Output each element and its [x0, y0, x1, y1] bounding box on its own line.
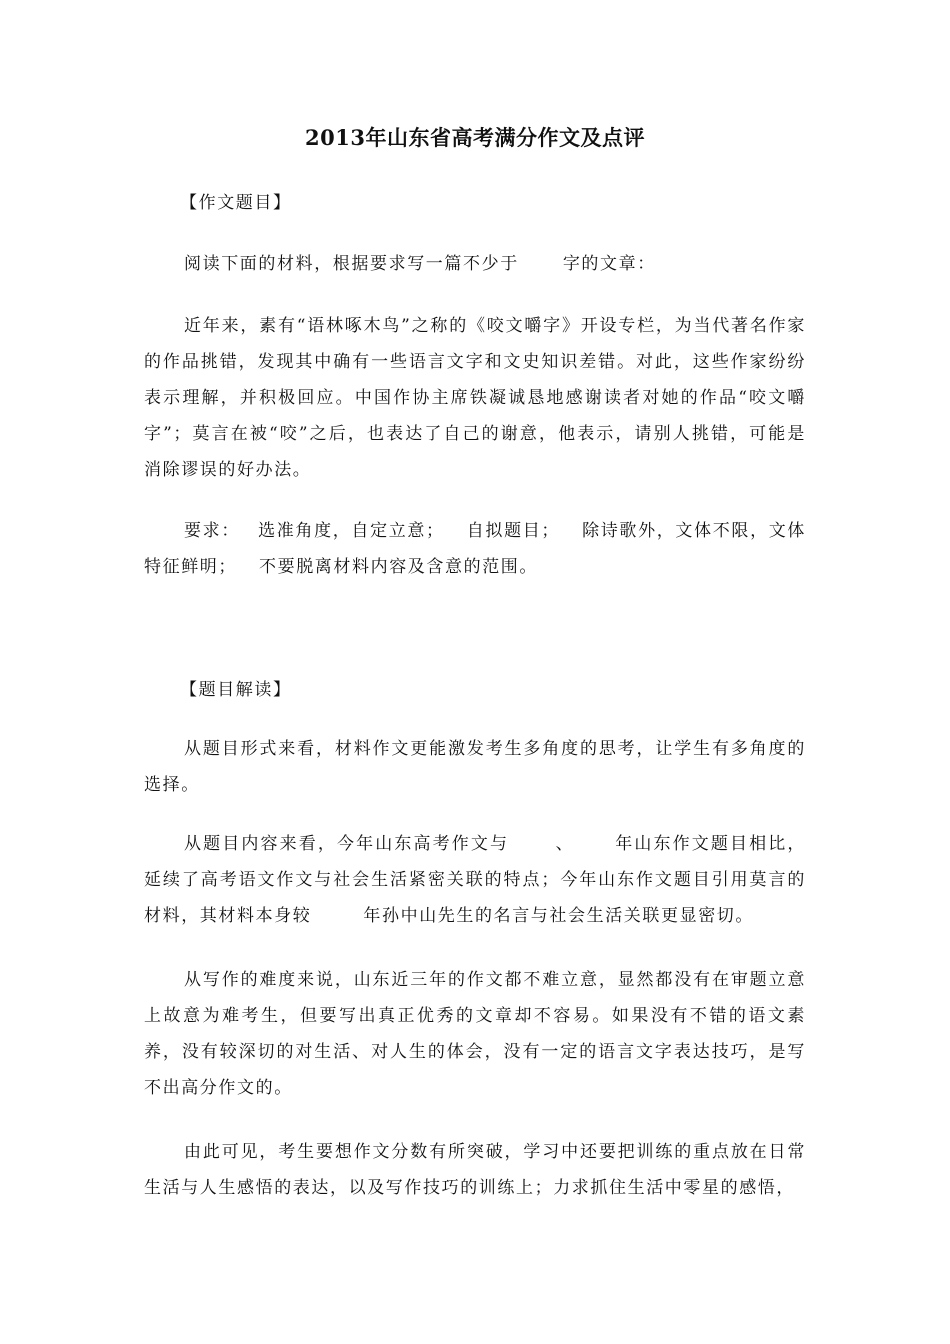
prompt-intro-text: 阅读下面的材料，根据要求写一篇不少于 [184, 254, 519, 274]
requirement-angle: 选准角度，自定立意； [258, 521, 445, 541]
analysis-content-text-b: 、 [555, 834, 575, 854]
analysis-paragraph-content [144, 826, 806, 934]
analysis-content-text-c: 年山东作文题目相比，延续了高考语文作文与社会生活紧密关联的特点；今年山东作文题目引用莫言的材料，其材料本身较 [144, 834, 807, 926]
document-title: 2013年山东省高考满分作文及点评 [305, 125, 645, 150]
section-heading-essay-topic: 【作文题目】 [180, 193, 292, 213]
requirement-scope: 不要脱离材料内容及含意的范围。 [259, 557, 538, 577]
material-paragraph: 近年来，素有“语林啄木鸟”之称的《咬文嚼字》开设专栏，为当代著名作家的作品挑错，发现其中确有一些语言文字和文史知识差错。对此，这些作家纷纷表示理解，并积极回应。中国作协主席铁凝诚恳地感谢读者对她的作品“咬文嚼字”；莫言在被“咬”之后，也表达了自己的谢意，他表示，请别人挑错，可能是消除谬误的好办法。 [144, 316, 806, 480]
analysis-paragraph-form: 从题目形式来看，材料作文更能激发考生多角度的思考，让学生有多角度的选择。 [144, 739, 806, 795]
analysis-paragraph-conclusion: 由此可见，考生要想作文分数有所突破，学习中还要把训练的重点放在日常生活与人生感悟的表达，以及写作技巧的训练上；力求抓住生活中零星的感悟， [144, 1142, 806, 1198]
requirement-genre: 除诗歌外，文体不限，文体特征鲜明； [144, 521, 807, 577]
prompt-intro-tail: 字的文章： [562, 254, 656, 274]
requirements-label: 要求： [184, 521, 240, 541]
section-heading-topic-analysis: 【题目解读】 [180, 680, 292, 700]
requirements-paragraph [144, 513, 806, 585]
analysis-content-text-a: 从题目内容来看，今年山东高考作文与 [184, 834, 510, 854]
requirement-title: 自拟题目； [466, 521, 561, 541]
analysis-paragraph-difficulty: 从写作的难度来说，山东近三年的作文都不难立意，显然都没有在审题立意上故意为难考生，但要写出真正优秀的文章却不容易。如果没有不错的语文素养，没有较深切的对生活、对人生的体会，没有一定的语言文字表达技巧，是写不出高分作文的。 [144, 970, 806, 1098]
prompt-intro [144, 246, 806, 282]
analysis-content-text-d: 年孙中山先生的名言与社会生活关联更显密切。 [363, 906, 755, 926]
